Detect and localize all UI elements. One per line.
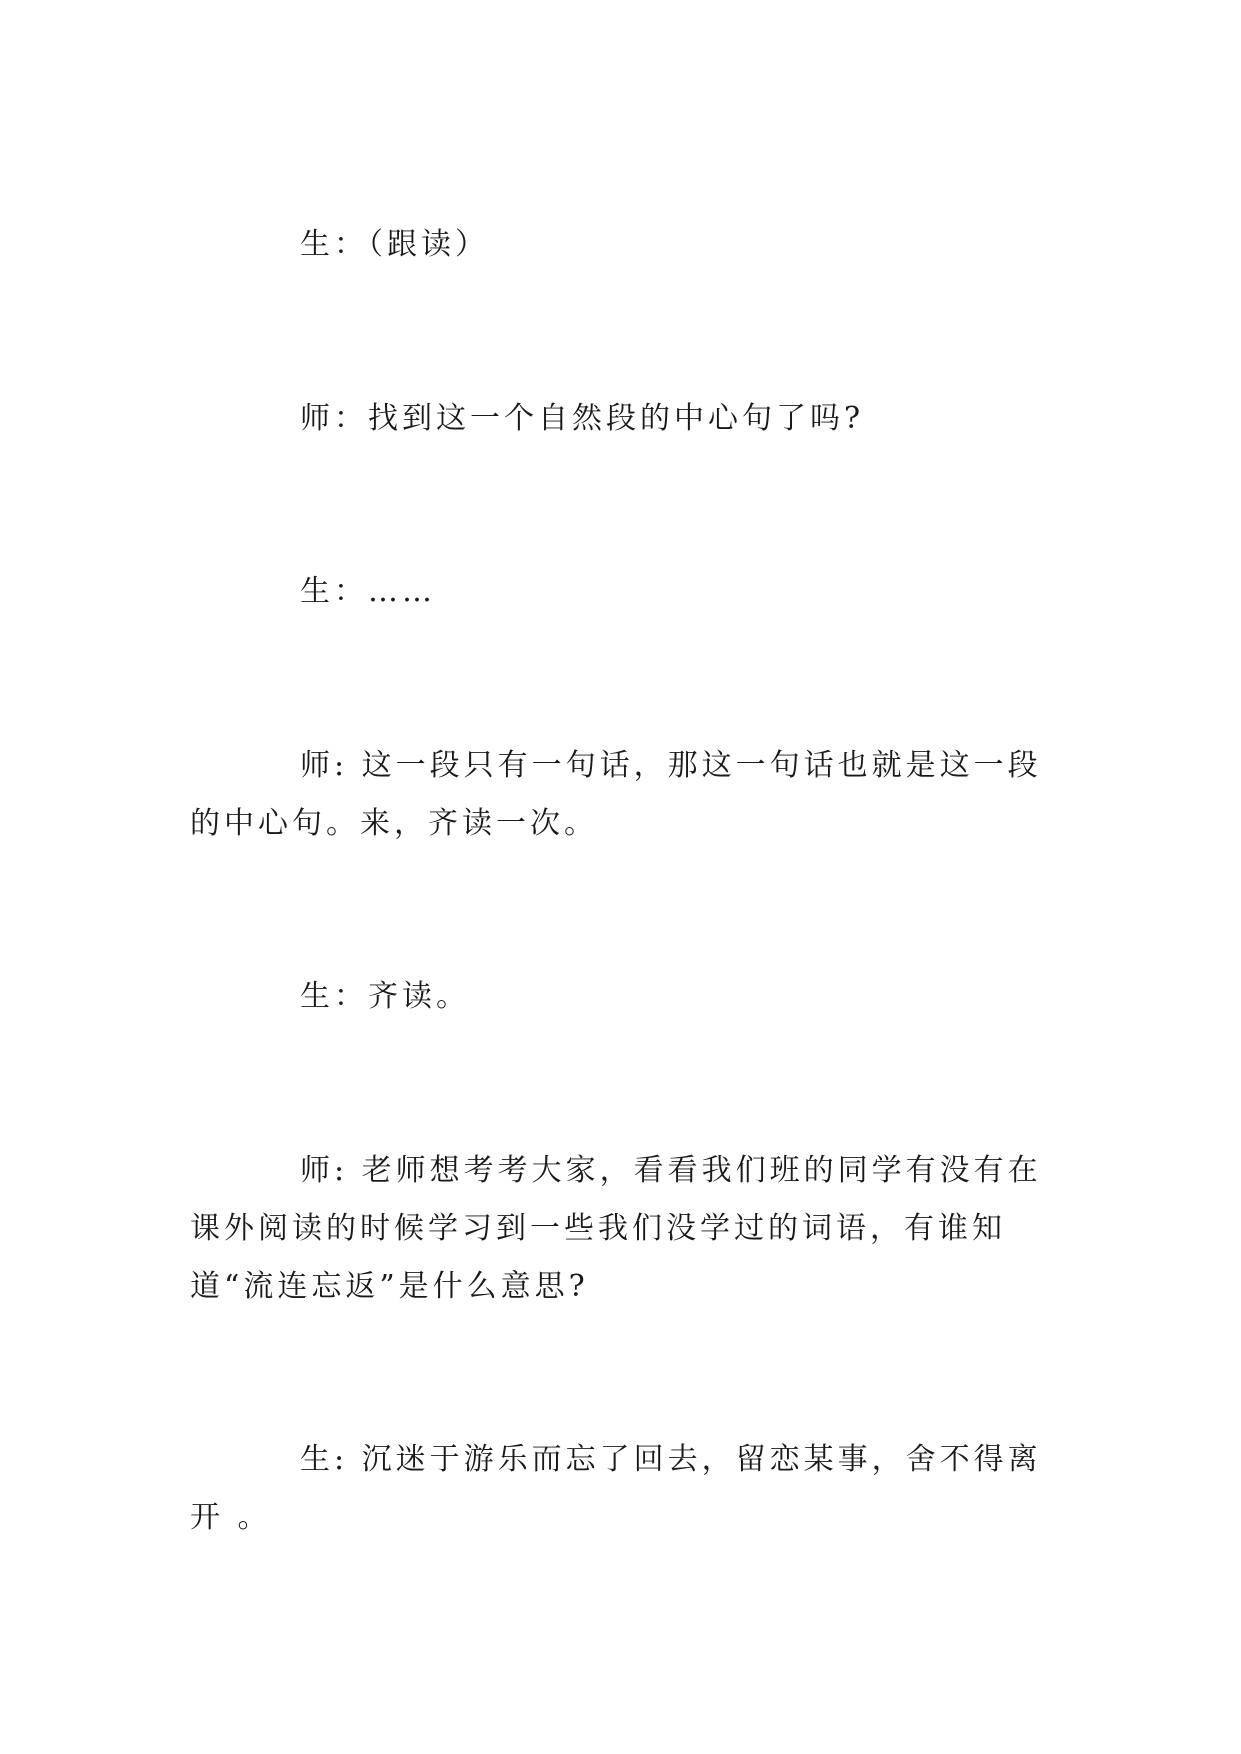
dialogue-text: …… (368, 574, 436, 609)
dialogue-text: 这一段只有一句话，那这一句话也就是这一段的中心句。来，齐读一次。 (190, 748, 1042, 841)
speaker-label: 师 (300, 1153, 334, 1188)
dialogue-paragraph (190, 968, 1050, 1026)
speaker-separator: : (334, 1442, 362, 1477)
dialogue-text: 老师想考考大家，看看我们班的同学有没有在课外阅读的时候学习到一些我们没学过的词语，有谁知道“流连忘返”是什么意思? (190, 1153, 1042, 1304)
speaker-label: 师 (300, 401, 334, 436)
speaker-label: 师 (300, 748, 334, 783)
dialogue-text: 沉迷于游乐而忘了回去，留恋某事，舍不得离开 。 (190, 1442, 1042, 1535)
speaker-separator: ： (334, 227, 368, 262)
dialogue-paragraph (190, 390, 1050, 448)
speaker-separator: ： (334, 574, 368, 609)
speaker-separator: ： (334, 979, 368, 1014)
dialogue-paragraph (190, 737, 1050, 853)
speaker-label: 生 (300, 979, 334, 1014)
dialogue-text: 齐读。 (368, 979, 470, 1014)
dialogue-text: （跟读） (368, 227, 489, 262)
speaker-label: 生 (300, 1442, 334, 1477)
speaker-label: 生 (300, 227, 334, 262)
dialogue-paragraph (190, 563, 1050, 621)
speaker-label: 生 (300, 574, 334, 609)
speaker-separator: ： (334, 401, 368, 436)
speaker-separator: : (334, 748, 362, 783)
dialogue-paragraph (190, 216, 1050, 274)
dialogue-paragraph (190, 1431, 1050, 1547)
speaker-separator: : (334, 1153, 362, 1188)
dialogue-text: 找到这一个自然段的中心句了吗? (368, 401, 865, 436)
dialogue-paragraph (190, 1142, 1050, 1316)
